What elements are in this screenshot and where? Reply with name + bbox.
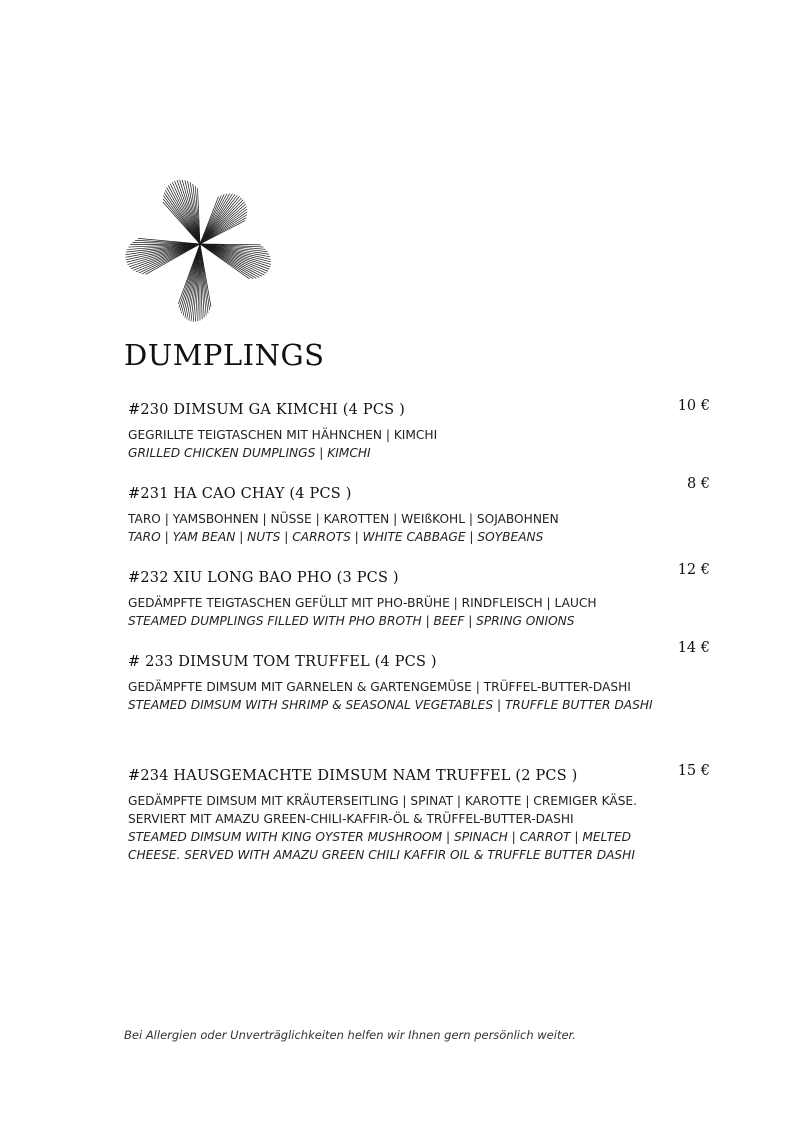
menu-item — [128, 768, 668, 864]
menu-item — [128, 402, 668, 462]
item-description-en: GRILLED CHICKEN DUMPLINGS | KIMCHI — [128, 446, 371, 460]
section-title: DUMPLINGS — [124, 338, 325, 372]
item-description-de: GEDÄMPFTE TEIGTASCHEN GEFÜLLT MIT PHO-BRÜHE | RINDFLEISCH | LAUCH — [128, 596, 597, 610]
petal-stroke — [177, 180, 200, 244]
allergy-note: Bei Allergien oder Unverträglichkeiten helfen wir Ihnen gern persönlich weiter. — [124, 1028, 576, 1042]
item-name: #230 DIMSUM GA KIMCHI (4 PCS ) — [128, 402, 405, 418]
item-name: #232 XIU LONG BAO PHO (3 PCS ) — [128, 570, 399, 586]
petal-stroke — [200, 202, 245, 244]
item-description-en: TARO | YAM BEAN | NUTS | CARROTS | WHITE CABBAGE | SOYBEANS — [128, 530, 544, 544]
menu-item — [128, 570, 668, 630]
item-price: 12 € — [677, 562, 710, 578]
item-name: #234 HAUSGEMACHTE DIMSUM NAM TRUFFEL (2 PCS ) — [128, 768, 578, 784]
item-price: 14 € — [677, 640, 710, 656]
item-price: 8 € — [686, 476, 710, 492]
petal-stroke — [129, 244, 200, 267]
menu-item — [128, 486, 668, 546]
petal-stroke — [200, 195, 237, 244]
item-description-en: STEAMED DUMPLINGS FILLED WITH PHO BROTH | BEEF | SPRING ONIONS — [128, 614, 575, 628]
item-name: # 233 DIMSUM TOM TRUFFEL (4 PCS ) — [128, 654, 437, 670]
petal-stroke — [167, 188, 200, 244]
petal-stroke — [200, 200, 243, 244]
menu-item — [128, 654, 668, 714]
item-price: 10 € — [677, 398, 710, 414]
item-description-de: GEGRILLTE TEIGTASCHEN MIT HÄHNCHEN | KIMCHI — [128, 428, 438, 442]
petal-stroke — [200, 244, 270, 267]
item-price: 15 € — [677, 763, 710, 779]
item-description-de: GEDÄMPFTE DIMSUM MIT GARNELEN & GARTENGEMÜSE | TRÜFFEL-BUTTER-DASHI — [128, 680, 631, 694]
flower-icon — [120, 176, 278, 326]
petal-stroke — [200, 194, 232, 244]
item-description-de: TARO | YAMSBOHNEN | NÜSSE | KAROTTEN | WEIßKOHL | SOJABOHNEN — [128, 512, 559, 526]
petal-stroke — [200, 194, 235, 244]
item-description-en: STEAMED DIMSUM WITH KING OYSTER MUSHROOM | SPINACH | CARROT | MELTED CHEESE. SERVED WITH AMAZU GREEN CHILI KAFFIR OIL & TRUFFLE BUTTER DASHI — [128, 830, 635, 862]
item-name: #231 HA CAO CHAY (4 PCS ) — [128, 486, 352, 502]
item-description-de: GEDÄMPFTE DIMSUM MIT KRÄUTERSEITLING | SPINAT | KAROTTE | CREMIGER KÄSE. SERVIERT MIT AMAZU GREEN-CHILI-KAFFIR-ÖL & TRÜFFEL-BUTTER-DASHI — [128, 794, 638, 826]
item-description-en: STEAMED DIMSUM WITH SHRIMP & SEASONAL VEGETABLES | TRUFFLE BUTTER DASHI — [128, 698, 653, 712]
